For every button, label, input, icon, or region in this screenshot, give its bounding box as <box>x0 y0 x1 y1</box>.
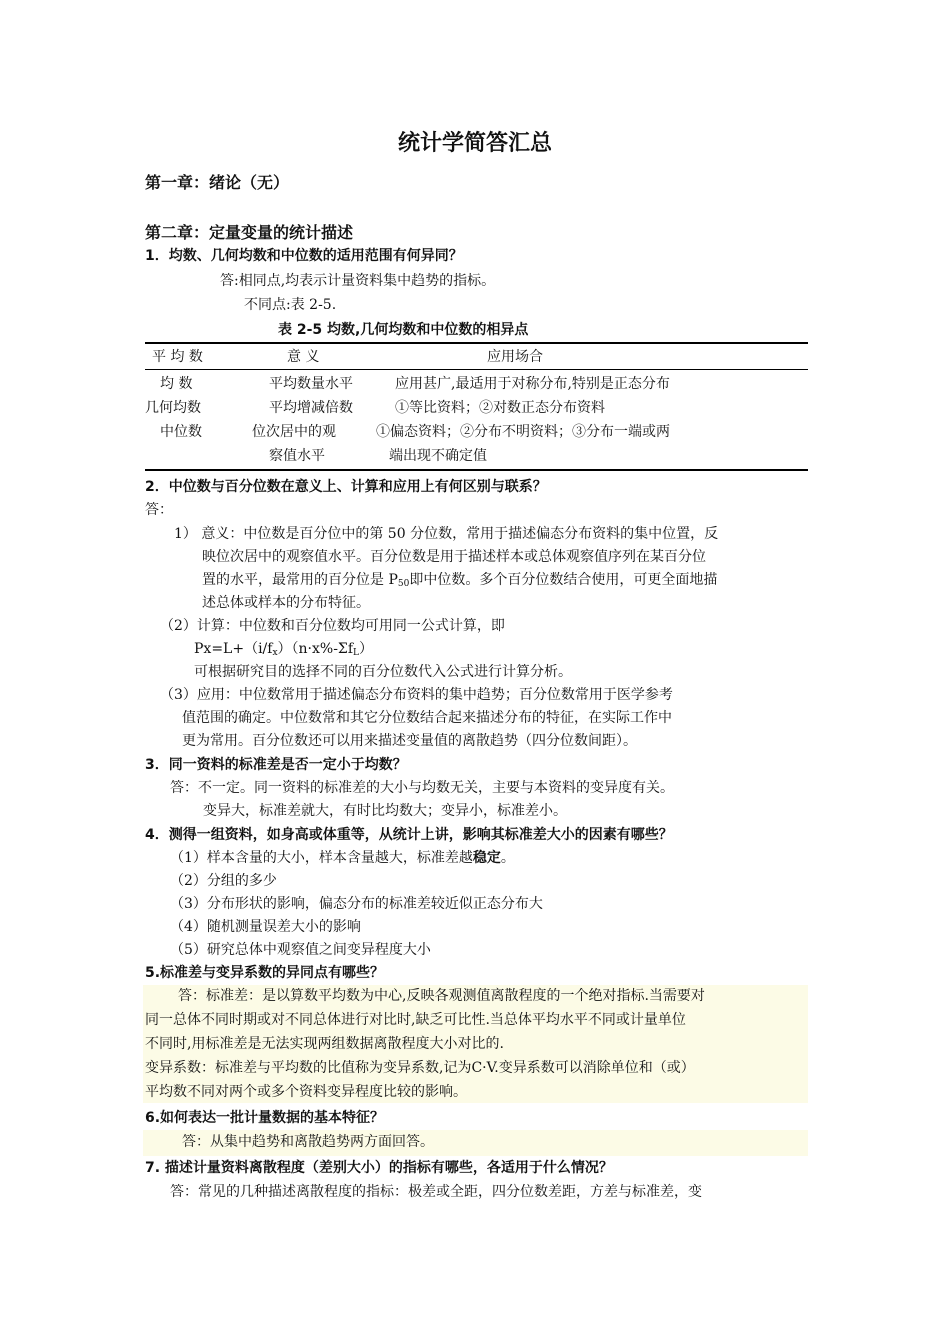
question-7: 7. 描述计量资料离散程度（差别大小）的指标有哪些，各适用于什么情况？ <box>145 1160 613 1176</box>
table-cell: 应用甚广,最适用于对称分布,特别是正态分布 <box>395 376 670 392</box>
answer-2-line: 可根据研究目的选择不同的百分位数代入公式进行计算分析。 <box>194 664 572 680</box>
table-cell: 察值水平 <box>269 448 325 464</box>
answer-5-line: 平均数不同对两个或多个资料变异程度比较的影响。 <box>145 1084 467 1100</box>
answer-6-line: 答：从集中趋势和离散趋势两方面回答。 <box>182 1134 434 1150</box>
table-header-3: 应用场合 <box>487 349 543 365</box>
table-cell: 端出现不确定值 <box>389 448 487 464</box>
answer-1-line-1: 答:相同点,均表示计量资料集中趋势的指标。 <box>220 273 496 289</box>
answer-2-line: 映位次居中的观察值水平。百分位数是用于描述样本或总体观察值序列在某百分位 <box>202 549 706 565</box>
answer-1-line-2: 不同点:表 2-5. <box>244 297 337 313</box>
question-6: 6.如何表达一批计量数据的基本特征？ <box>145 1110 385 1126</box>
question-1: 1．均数、几何均数和中位数的适用范围有何异同？ <box>145 248 463 264</box>
question-3: 3．同一资料的标准差是否一定小于均数？ <box>145 757 407 773</box>
answer-3-line: 答：不一定。同一资料的标准差的大小与均数无关，主要与本资料的变异度有关。 <box>170 780 674 796</box>
answer-4-item: （3）分布形状的影响，偏态分布的标准差较近似正态分布大 <box>170 896 543 912</box>
answer-2-line: 值范围的确定。中位数常和其它分位数结合起来描述分布的特征，在实际工作中 <box>182 710 672 726</box>
question-4: 4．测得一组资料，如身高或体重等，从统计上讲，影响其标准差大小的因素有哪些？ <box>145 827 673 843</box>
table-cell: 位次居中的观 <box>252 424 336 440</box>
table-top-rule <box>145 342 808 344</box>
table-caption: 表 2-5 均数,几何均数和中位数的相异点 <box>278 322 529 338</box>
answer-2-line: 置的水平，最常用的百分位是 $P_{50}$即中位数。多个百分位数结合使用，可更全面地描 <box>202 572 718 589</box>
answer-2-line: 更为常用。百分位数还可以用来描述变量值的离散趋势（四分位数间距）。 <box>182 733 637 749</box>
answer-5-line: 答：标准差：是以算数平均数为中心,反映各观测值离散程度的一个绝对指标.当需要对 <box>178 988 705 1004</box>
chapter-1-heading: 第一章：绪论（无） <box>145 173 290 192</box>
answer-5-line: 同一总体不同时期或对不同总体进行对比时,缺乏可比性.当总体平均水平不同或计量单位 <box>145 1012 686 1028</box>
table-bottom-rule <box>145 469 808 471</box>
answer-4-item: （5）研究总体中观察值之间变异程度大小 <box>170 942 431 958</box>
answer-4-item: （2）分组的多少 <box>170 873 277 889</box>
table-header-rule <box>145 369 808 370</box>
table-cell: 平均数量水平 <box>269 376 353 392</box>
table-cell: ①等比资料；②对数正态分布资料 <box>395 400 605 416</box>
table-cell: 几何均数 <box>145 400 201 416</box>
table-header-1: 平 均 数 <box>152 349 203 365</box>
question-5: 5.标准差与变异系数的异同点有哪些？ <box>145 965 385 981</box>
answer-4-item: （1）样本含量的大小，样本含量越大，标准差越稳定。 <box>170 850 515 866</box>
answer-2-line: 1） 意义：中位数是百分位中的第 50 分位数，常用于描述偏态分布资料的集中位置，反 <box>174 526 719 542</box>
table-cell: ①偏态资料；②分布不明资料；③分布一端或两 <box>376 424 670 440</box>
answer-2-label: 答： <box>145 502 173 518</box>
formula: $Px=L+(i/f_x)(n\cdot x\%-\Sigma f_L)$ <box>194 641 373 658</box>
answer-5-line: 变异系数：标准差与平均数的比值称为变异系数,记为C·V.变异系数可以消除单位和（或） <box>145 1060 695 1076</box>
document-title: 统计学简答汇总 <box>397 131 552 156</box>
answer-7-line: 答：常见的几种描述离散程度的指标：极差或全距，四分位数差距，方差与标准差，变 <box>170 1184 702 1200</box>
table-cell: 均 数 <box>160 376 193 392</box>
chapter-2-heading: 第二章：定量变量的统计描述 <box>145 223 354 242</box>
table-header-2: 意 义 <box>287 349 320 365</box>
table-cell: 平均增减倍数 <box>269 400 353 416</box>
answer-2-line: （3）应用：中位数常用于描述偏态分布资料的集中趋势；百分位数常用于医学参考 <box>160 687 673 703</box>
answer-2-line: 述总体或样本的分布特征。 <box>202 595 370 611</box>
answer-2-line: （2）计算：中位数和百分位数均可用同一公式计算，即 <box>160 618 505 634</box>
answer-5-line: 不同时,用标准差是无法实现两组数据离散程度大小对比的. <box>145 1036 504 1052</box>
table-cell: 中位数 <box>160 424 202 440</box>
subscript: 50 <box>397 579 410 589</box>
question-2: 2．中位数与百分位数在意义上、计算和应用上有何区别与联系？ <box>145 479 547 495</box>
answer-3-line: 变异大，标准差就大，有时比均数大；变异小，标准差小。 <box>203 803 567 819</box>
answer-4-item: （4）随机测量误差大小的影响 <box>170 919 361 935</box>
